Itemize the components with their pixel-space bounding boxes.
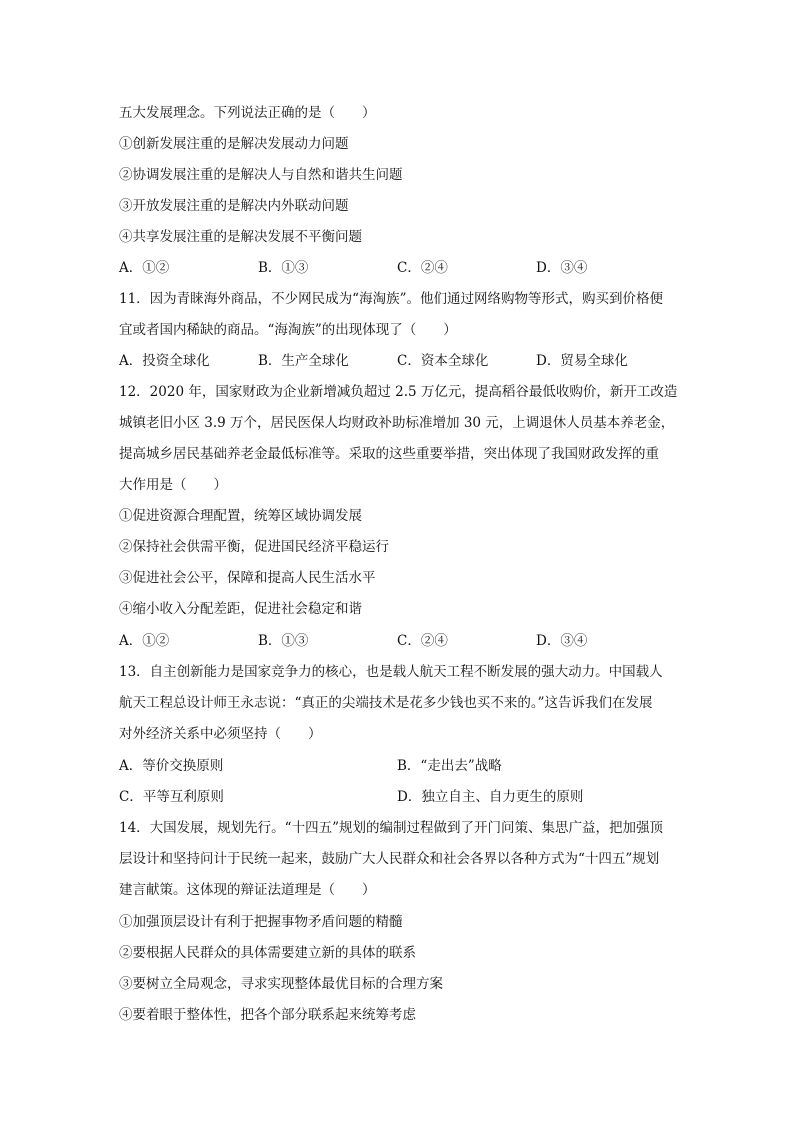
q12-item-2: ②保持社会供需平衡，促进国民经济平稳运行 [119,539,389,555]
q11-option-d: D．贸易全球化 [536,353,628,369]
q12-stem-line-3: 提高城乡居民基础养老金最低标准等。采取的这些重要举措，突出体现了我国财政发挥的重 [119,446,659,462]
q14-stem-line-1: 14．大国发展，规划先行。“十四五”规划的编制过程做到了开门问策、集思广益，把加强顶 [119,820,663,836]
q11-stem-line-2: 宜或者国内稀缺的商品。“海淘族”的出现体现了（ ） [119,322,457,338]
q12-option-c: C．②④ [397,633,448,649]
q12-stem-line-2: 城镇老旧小区 3.9 万个，居民医保人均财政补助标准增加 30 元，上调退休人员基本养老金， [119,415,675,431]
q11-option-b: B．生产全球化 [258,353,349,369]
q14-item-3: ③要树立全局观念，寻求实现整体最优目标的合理方案 [119,976,443,992]
q12-stem-line-1: 12．2020 年，国家财政为企业新增减负超过 2.5 万亿元，提高稻谷最低收购价，新开工改造 [119,384,678,400]
q11-stem-line-1: 11．因为青睐海外商品，不少网民成为“海淘族”。他们通过网络购物等形式，购买到价格便 [119,291,663,307]
q13-option-c: C．平等互利原则 [119,789,224,805]
q13-option-b: B．“走出去”战略 [397,758,502,774]
q10-option-d: D．③④ [536,260,588,276]
q12-item-3: ③促进社会公平，保障和提高人民生活水平 [119,570,376,586]
q10-item-4: ④共享发展注重的是解决发展不平衡问题 [119,229,362,245]
q10-option-b: B．①③ [258,260,309,276]
q10-stem: 五大发展理念。下列说法正确的是（ ） [119,105,376,121]
q12-item-1: ①促进资源合理配置，统筹区域协调发展 [119,508,362,524]
q14-stem-line-3: 建言献策。这体现的辩证法道理是（ ） [119,882,376,898]
q10-item-2: ②协调发展注重的是解决人与自然和谐共生问题 [119,167,403,183]
q12-option-b: B．①③ [258,633,309,649]
q13-stem-line-1: 13．自主创新能力是国家竞争力的核心，也是载人航天工程不断发展的强大动力。中国载人 [119,664,663,680]
q14-item-1: ①加强顶层设计有利于把握事物矛盾问题的精髓 [119,914,403,930]
q11-option-c: C．资本全球化 [397,353,489,369]
q13-option-d: D．独立自主、自力更生的原则 [397,789,584,805]
q12-item-4: ④缩小收入分配差距，促进社会稳定和谐 [119,601,362,617]
q14-item-2: ②要根据人民群众的具体需要建立新的具体的联系 [119,945,416,961]
q12-option-d: D．③④ [536,633,588,649]
q12-stem-line-4: 大作用是（ ） [119,477,227,493]
q10-option-c: C．②④ [397,260,448,276]
q13-stem-line-2: 航天工程总设计师王永志说：“真正的尖端技术是花多少钱也买不来的。”这告诉我们在发展 [119,695,653,711]
q11-option-a: A．投资全球化 [119,353,210,369]
q10-option-a: A．①② [119,260,170,276]
q12-option-a: A．①② [119,633,170,649]
q10-item-1: ①创新发展注重的是解决发展动力问题 [119,136,349,152]
q13-stem-line-3: 对外经济关系中必须坚持（ ） [119,726,322,742]
q14-item-4: ④要着眼于整体性，把各个部分联系起来统筹考虑 [119,1007,416,1023]
q14-stem-line-2: 层设计和坚持问计于民统一起来，鼓励广大人民群众和社会各界以各种方式为“十四五”规划 [119,851,660,867]
q10-item-3: ③开放发展注重的是解决内外联动问题 [119,198,349,214]
q13-option-a: A．等价交换原则 [119,758,224,774]
